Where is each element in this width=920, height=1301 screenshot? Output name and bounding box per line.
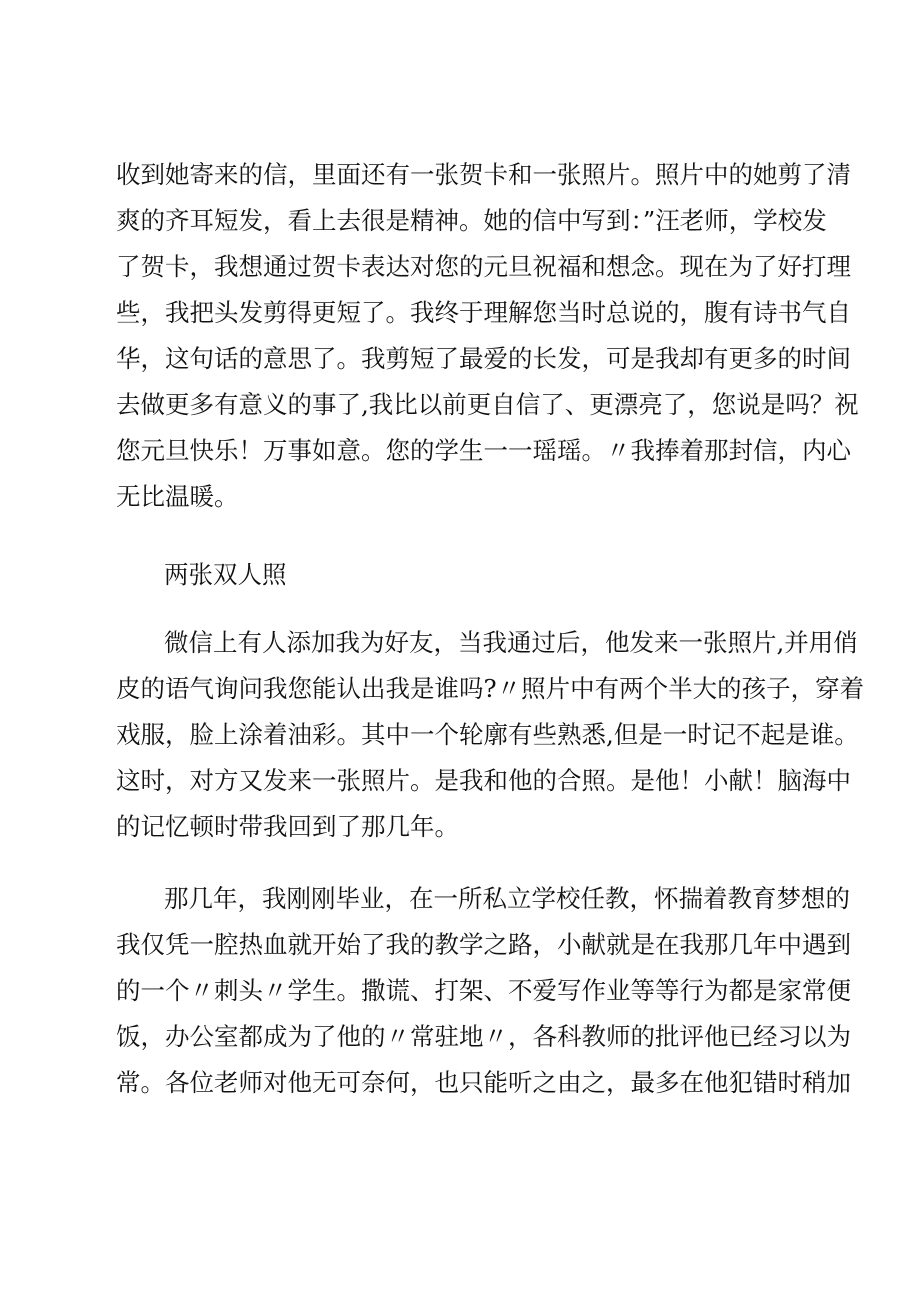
text-line: 爽的齐耳短发，看上去很是精神。她的信中写到：”汪老师，学校发 [116, 206, 827, 235]
text-line: 您元旦快乐！万事如意。您的学生一一瑶瑶。〃我捧着那封信，内心 [116, 436, 851, 465]
text-line: 的记忆顿时带我回到了那几年。 [116, 812, 459, 841]
text-line: 那几年，我刚刚毕业，在一所私立学校任教，怀揣着教育梦想的 [164, 884, 850, 913]
text-line: 这时，对方又发来一张照片。是我和他的合照。是他！小献！脑海中 [116, 766, 851, 795]
text-line: 华，这句话的意思了。我剪短了最爱的长发，可是我却有更多的时间 [116, 344, 851, 373]
text-line: 些，我把头发剪得更短了。我终于理解您当时总说的，腹有诗书气自 [116, 298, 851, 327]
document-body [116, 152, 865, 1106]
text-line: 皮的语气询问我您能认出我是谁吗?〃照片中有两个半大的孩子，穿着 [116, 674, 865, 703]
text-line: 微信上有人添加我为好友，当我通过后，他发来一张照片,并用俏 [164, 628, 858, 657]
text-line: 去做更多有意义的事了,我比以前更自信了、更漂亮了，您说是吗？祝 [116, 390, 859, 419]
text-line: 饭，办公室都成为了他的〃常驻地〃，各科教师的批评他已经习以为 [116, 1022, 851, 1051]
section-heading: 两张双人照 [164, 560, 287, 589]
paragraph-spacer [116, 520, 812, 552]
paragraph-spacer [116, 850, 812, 876]
text-line: 我仅凭一腔热血就开始了我的教学之路，小献就是在我那几年中遇到 [116, 930, 851, 959]
paragraph-spacer [116, 598, 812, 620]
text-line: 戏服，脸上涂着油彩。其中一个轮廓有些熟悉,但是一时记不起是谁。 [116, 720, 859, 749]
paragraph-memories [116, 876, 851, 1106]
text-line: 的一个〃刺头〃学生。撒谎、打架、不爱写作业等等行为都是家常便 [116, 976, 851, 1005]
text-line: 了贺卡，我想通过贺卡表达对您的元旦祝福和想念。现在为了好打理 [116, 252, 851, 281]
text-line: 无比温暖。 [116, 482, 239, 511]
text-line: 收到她寄来的信，里面还有一张贺卡和一张照片。照片中的她剪了清 [116, 160, 851, 189]
paragraph-letter [116, 152, 859, 520]
paragraph-wechat [116, 620, 865, 850]
text-line: 常。各位老师对他无可奈何，也只能听之由之，最多在他犯错时稍加 [116, 1068, 851, 1097]
